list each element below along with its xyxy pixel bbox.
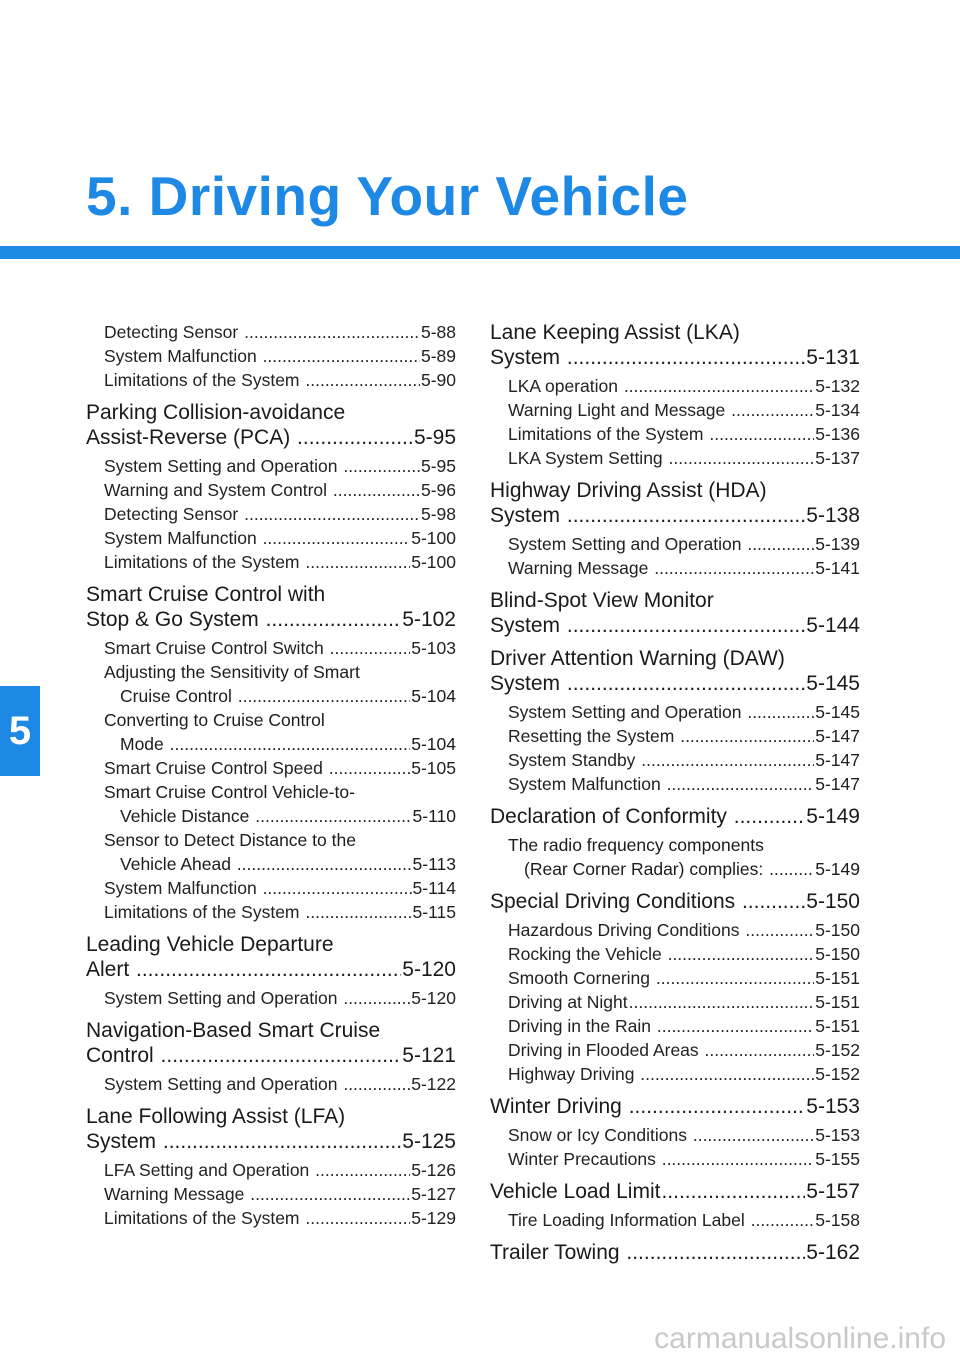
- toc-main-entry[interactable]: Blind-Spot View Monitor System ..... 5-144: [490, 588, 860, 638]
- toc-sub-entry[interactable]: LFA Setting and Operation ..... 5-126: [86, 1158, 456, 1182]
- toc-sub-entry[interactable]: Hazardous Driving Conditions ..... 5-150: [490, 918, 860, 942]
- toc-sub-entry[interactable]: Warning Message ..... 5-141: [490, 556, 860, 580]
- toc-sub-entry[interactable]: Adjusting the Sensitivity of Smart Cruise Control ..... 5-104: [86, 660, 456, 708]
- toc-sub-entry[interactable]: Warning Message ..... 5-127: [86, 1182, 456, 1206]
- toc-main-entry[interactable]: Highway Driving Assist (HDA) System ..... 5-138: [490, 478, 860, 528]
- toc-right-column: [490, 320, 860, 1269]
- chapter-title: 5. Driving Your Vehicle: [86, 165, 689, 227]
- toc-sub-entry[interactable]: Limitations of the System ..... 5-100: [86, 550, 456, 574]
- toc-sub-entry[interactable]: Resetting the System ..... 5-147: [490, 724, 860, 748]
- toc-sub-entry[interactable]: System Setting and Operation ..... 5-139: [490, 532, 860, 556]
- toc-sub-entry[interactable]: System Setting and Operation ..... 5-122: [86, 1072, 456, 1096]
- toc-main-entry[interactable]: Driver Attention Warning (DAW) System ..... 5-145: [490, 646, 860, 696]
- toc-sub-entry[interactable]: Sensor to Detect Distance to the Vehicle Ahead ..... 5-113: [86, 828, 456, 876]
- toc-sub-entry[interactable]: Detecting Sensor ..... 5-98: [86, 502, 456, 526]
- toc-sub-entry[interactable]: Warning and System Control ..... 5-96: [86, 478, 456, 502]
- toc-sub-entry[interactable]: Limitations of the System ..... 5-115: [86, 900, 456, 924]
- toc-main-entry[interactable]: Vehicle Load Limit ..... 5-157: [490, 1179, 860, 1204]
- toc-sub-entry[interactable]: Rocking the Vehicle ..... 5-150: [490, 942, 860, 966]
- toc-sub-entry[interactable]: System Setting and Operation ..... 5-120: [86, 986, 456, 1010]
- toc-main-entry[interactable]: Leading Vehicle Departure Alert ..... 5-120: [86, 932, 456, 982]
- toc-sub-entry[interactable]: System Malfunction ..... 5-147: [490, 772, 860, 796]
- chapter-tab[interactable]: 5: [0, 686, 40, 776]
- toc-sub-entry[interactable]: Limitations of the System ..... 5-129: [86, 1206, 456, 1230]
- toc-sub-entry[interactable]: Limitations of the System ..... 5-136: [490, 422, 860, 446]
- toc-sub-entry[interactable]: Detecting Sensor ..... 5-88: [86, 320, 456, 344]
- toc-sub-entry[interactable]: Driving at Night ..... 5-151: [490, 990, 860, 1014]
- toc-sub-entry[interactable]: Driving in Flooded Areas ..... 5-152: [490, 1038, 860, 1062]
- toc-sub-entry[interactable]: Smart Cruise Control Speed ..... 5-105: [86, 756, 456, 780]
- toc-main-entry[interactable]: Lane Following Assist (LFA) System ..... 5-125: [86, 1104, 456, 1154]
- toc-sub-entry[interactable]: Snow or Icy Conditions ..... 5-153: [490, 1123, 860, 1147]
- toc-sub-entry[interactable]: System Setting and Operation ..... 5-145: [490, 700, 860, 724]
- toc-sub-entry[interactable]: Smooth Cornering ..... 5-151: [490, 966, 860, 990]
- toc-sub-entry[interactable]: System Malfunction ..... 5-100: [86, 526, 456, 550]
- toc-main-entry[interactable]: Trailer Towing ..... 5-162: [490, 1240, 860, 1265]
- toc-main-entry[interactable]: Smart Cruise Control with Stop & Go System ..... 5-102: [86, 582, 456, 632]
- toc-sub-entry[interactable]: LKA operation ..... 5-132: [490, 374, 860, 398]
- toc-sub-entry[interactable]: Tire Loading Information Label ..... 5-158: [490, 1208, 860, 1232]
- toc-main-entry[interactable]: Navigation-Based Smart Cruise Control ..... 5-121: [86, 1018, 456, 1068]
- toc-sub-entry[interactable]: Warning Light and Message ..... 5-134: [490, 398, 860, 422]
- toc-sub-entry[interactable]: System Malfunction ..... 5-89: [86, 344, 456, 368]
- toc-main-entry[interactable]: Declaration of Conformity ..... 5-149: [490, 804, 860, 829]
- toc-sub-entry[interactable]: Winter Precautions ..... 5-155: [490, 1147, 860, 1171]
- toc-sub-entry[interactable]: Smart Cruise Control Switch ..... 5-103: [86, 636, 456, 660]
- toc-main-entry[interactable]: Special Driving Conditions ..... 5-150: [490, 889, 860, 914]
- toc-main-entry[interactable]: Parking Collision-avoidance Assist-Reverse (PCA) ..... 5-95: [86, 400, 456, 450]
- toc-sub-entry[interactable]: System Standby ..... 5-147: [490, 748, 860, 772]
- toc-sub-entry[interactable]: Driving in the Rain ..... 5-151: [490, 1014, 860, 1038]
- toc-main-entry[interactable]: Lane Keeping Assist (LKA) System ..... 5-131: [490, 320, 860, 370]
- watermark: carmanualsonline.info: [654, 1322, 946, 1355]
- toc-sub-entry[interactable]: Converting to Cruise Control Mode ..... 5-104: [86, 708, 456, 756]
- title-rule: [0, 246, 960, 259]
- toc-sub-entry[interactable]: Highway Driving ..... 5-152: [490, 1062, 860, 1086]
- toc-sub-entry[interactable]: Limitations of the System ..... 5-90: [86, 368, 456, 392]
- toc-sub-entry[interactable]: System Malfunction ..... 5-114: [86, 876, 456, 900]
- toc-sub-entry[interactable]: System Setting and Operation ..... 5-95: [86, 454, 456, 478]
- toc-main-entry[interactable]: Winter Driving ..... 5-153: [490, 1094, 860, 1119]
- toc-sub-entry[interactable]: Smart Cruise Control Vehicle-to- Vehicle Distance ..... 5-110: [86, 780, 456, 828]
- toc-sub-entry[interactable]: LKA System Setting ..... 5-137: [490, 446, 860, 470]
- toc-sub-entry[interactable]: The radio frequency components (Rear Corner Radar) complies: ..... 5-149: [490, 833, 860, 881]
- toc-left-column: [86, 320, 456, 1230]
